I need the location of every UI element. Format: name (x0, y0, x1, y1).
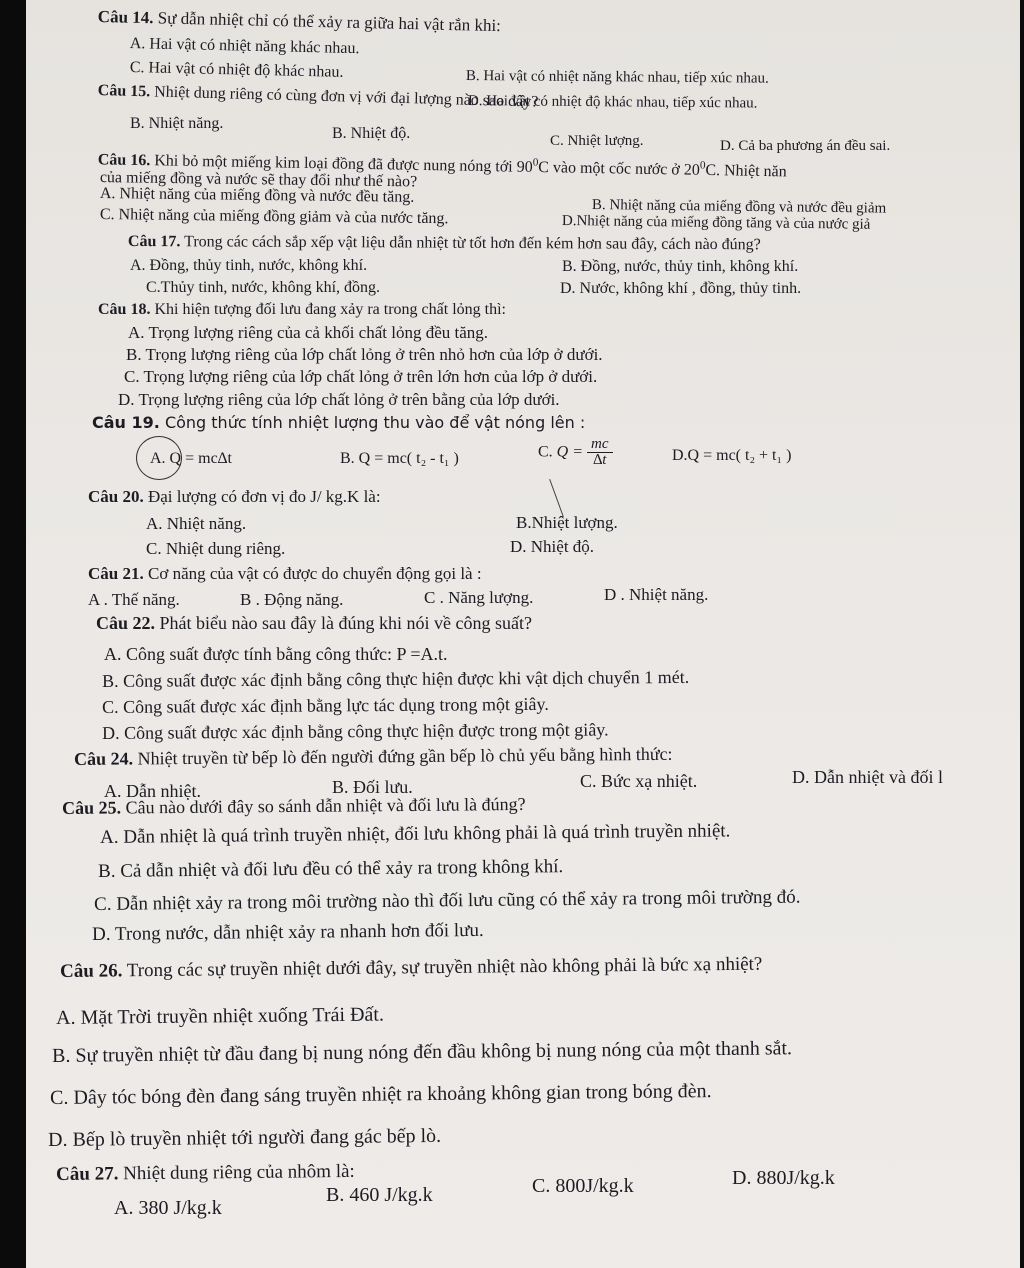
question-number: Câu 16. (97, 151, 151, 170)
option-a: A. Q = mc∆t (150, 450, 232, 467)
option-a: A. Đồng, thủy tinh, nước, không khí. (130, 257, 368, 274)
option-c: C. Dẫn nhiệt xảy ra trong môi trường nào thì đối lưu cũng có thể xảy ra trong môi trường đó. (93, 886, 801, 915)
question-15 (98, 83, 539, 111)
option-a: A. Mặt Trời truyền nhiệt xuống Trái Đất. (55, 1003, 385, 1029)
question-stem: Trong các cách sắp xếp vật liệu dẫn nhiệt từ tốt hơn đến kém hơn sau đây, cách nào đúng? (184, 233, 761, 254)
option-d: D.Q = mc( t₂ + t₁ ) (672, 447, 792, 464)
option-a: A . Thế năng. (88, 590, 180, 609)
question-number: Câu 15. (97, 82, 151, 101)
option-d: D.Nhiệt năng của miếng đồng tăng và của nước giả (561, 213, 871, 233)
option-d: D. Dẫn nhiệt và đối l (792, 767, 943, 787)
option-b: B. Công suất được xác định bằng công thực hiện được khi vật dịch chuyển 1 mét. (101, 666, 690, 691)
question-stem: Phát biểu nào sau đây là đúng khi nói về công suất? (159, 613, 532, 633)
question-number: Câu 18. (98, 301, 151, 318)
fraction (587, 437, 613, 468)
option-b: B. Trọng lượng riêng của lớp chất lỏng ở trên nhỏ hơn của lớp ở dưới. (126, 345, 603, 364)
option-c: C. Nhiệt dung riêng. (146, 539, 286, 558)
question-stem: Nhiệt truyền từ bếp lò đến người đứng gần bếp lò chủ yếu bằng hình thức: (137, 743, 673, 769)
option-b: B. Sự truyền nhiệt từ đầu đang bị nung nóng đến đầu không bị nung nóng của một thanh sắt. (51, 1037, 793, 1067)
option-d: D. Hai vật có nhiệt độ khác nhau, tiếp xúc nhau. (467, 93, 758, 112)
option-b: B. Q = mc( t₂ - t₁ ) (340, 450, 459, 467)
option-c: C. Công suất được xác định bằng lực tác dụng trong một giây. (101, 693, 549, 717)
question-number: Câu 25. (61, 797, 122, 818)
option-a: A. Trọng lượng riêng của cả khối chất lỏng đều tăng. (128, 323, 489, 342)
option-d: D . Nhiệt năng. (604, 585, 709, 604)
question-stem: Khi hiện tượng đối lưu đang xảy ra trong chất lỏng thì: (154, 301, 506, 318)
exam-paper (26, 0, 1020, 1268)
option-d: D. Công suất được xác định bằng công thực hiện được trong một giây. (101, 719, 609, 743)
question-22 (96, 614, 532, 632)
option-d: D. Trọng lượng riêng của lớp chất lỏng ở trên bằng của lớp dưới. (118, 390, 560, 409)
fraction-numerator: mc (587, 437, 613, 453)
question-20 (88, 488, 381, 505)
option-d: D. Trong nước, dẫn nhiệt xảy ra nhanh hơn đối lưu. (91, 919, 484, 945)
question-stem: Câu nào dưới đây so sánh dẫn nhiệt và đối lưu là đúng? (125, 793, 526, 818)
option-c: C. Trọng lượng riêng của lớp chất lỏng ở trên lớn hơn của lớp ở dưới. (124, 367, 598, 386)
question-number: Câu 19. (92, 413, 160, 432)
option-d: D. Bếp lò truyền nhiệt tới người đang gác bếp lò. (47, 1124, 442, 1151)
question-number: Câu 21. (88, 564, 144, 583)
option-c: C . Năng lượng. (424, 588, 534, 607)
fraction-denominator: ∆t (593, 452, 607, 468)
question-25 (62, 795, 526, 817)
question-21 (88, 565, 482, 582)
option-c: C. Bức xạ nhiệt. (580, 771, 698, 791)
question-number: Câu 27. (55, 1163, 119, 1185)
option-a: A. 380 J/kg.k (114, 1197, 222, 1219)
option-b: B. Nhiệt năng của miếng đồng và nước đều giảm (591, 197, 887, 217)
question-16: Câu 16. Khi bỏ một miếng kim loại đồng đã được nung nóng tới $90^0C$ vào một cốc nước ở $20^0C$. Nhiệt năn (97, 151, 787, 181)
question-stem: Đại lượng có đơn vị đo J/ kg.K là: (147, 487, 381, 506)
question-number: Câu 24. (73, 748, 134, 769)
pen-stroke (549, 479, 564, 517)
option-b: B. Nhiệt độ. (332, 125, 411, 142)
option-c: C. Nhiệt năng của miếng đồng giảm và của nước tăng. (99, 206, 449, 228)
question-18 (98, 302, 506, 318)
question-stem: Nhiệt dung riêng có cùng đơn vị với đại lượng nào sao đây? (154, 83, 539, 111)
option-b: B. Đồng, nước, thủy tinh, không khí. (562, 258, 799, 275)
option-d: D. 880J/kg.k (732, 1167, 835, 1189)
question-19 (92, 415, 585, 431)
option-b: B. 460 J/kg.k (326, 1184, 433, 1206)
formula-lhs: Q = (556, 443, 584, 461)
question-17 (128, 234, 761, 253)
question-number: Câu 22. (96, 613, 156, 633)
option-a: A. Công suất được tính bằng công thức: P =A.t. (104, 644, 448, 664)
option-b: B.Nhiệt lượng. (516, 513, 618, 532)
question-number: Câu 20. (88, 487, 144, 506)
question-stem: Sự dẫn nhiệt chỉ có thể xảy ra giữa hai vật rắn khi: (157, 8, 502, 36)
question-stem: Trong các sự truyền nhiệt dưới đây, sự truyền nhiệt nào không phải là bức xạ nhiệt? (126, 953, 763, 982)
option-b: B. Cả dẫn nhiệt và đối lưu đều có thể xảy ra trong không khí. (97, 856, 564, 882)
question-stem: Nhiệt dung riêng của nhôm là: (123, 1160, 355, 1185)
question-24 (74, 745, 673, 768)
question-14 (98, 8, 501, 34)
question-27 (56, 1162, 355, 1184)
option-b: B. Đối lưu. (332, 777, 413, 797)
question-stem: Cơ năng của vật có được do chuyển động gọi là : (147, 564, 482, 583)
question-number: Câu 17. (127, 233, 181, 251)
option-c: C. Hai vật có nhiệt độ khác nhau. (129, 59, 344, 81)
question-26 (60, 955, 762, 981)
option-c (538, 437, 613, 468)
option-a: A. Nhiệt năng của miếng đồng và nước đều tăng. (99, 185, 415, 206)
option-c-label: C. (538, 443, 553, 461)
question-stem: Công thức tính nhiệt lượng thu vào để vật nóng lên : (164, 413, 586, 432)
option-b: B . Động năng. (240, 590, 344, 609)
option-a: A. Dẫn nhiệt là quá trình truyền nhiệt, đối lưu không phải là quá trình truyền nhiệt. (99, 820, 731, 848)
option-d: D. Nước, không khí , đồng, thủy tinh. (560, 280, 802, 297)
option-d: D. Cả ba phương án đều sai. (720, 138, 891, 154)
option-c: C. Nhiệt lượng. (550, 133, 644, 149)
option-a: A. Nhiệt năng. (146, 514, 247, 533)
question-number: Câu 26. (59, 960, 123, 982)
option-b: B. Hai vật có nhiệt năng khác nhau, tiếp xúc nhau. (465, 68, 769, 87)
option-c: C.Thủy tinh, nước, không khí, đồng. (146, 279, 381, 296)
option-d: D. Nhiệt độ. (510, 537, 595, 556)
option-c: C. 800J/kg.k (532, 1175, 634, 1197)
question-number: Câu 14. (97, 7, 154, 28)
option-c: C. Dây tóc bóng đèn đang sáng truyền nhiệt ra khoảng không gian trong bóng đèn. (49, 1080, 712, 1109)
option-a: A. Hai vật có nhiệt năng khác nhau. (129, 35, 360, 58)
option-a: A. Dẫn nhiệt. (104, 781, 201, 801)
option-a: B. Nhiệt năng. (130, 115, 224, 132)
question-stem-continued: của miếng đồng và nước sẽ thay đổi như thế nào? (99, 169, 418, 191)
